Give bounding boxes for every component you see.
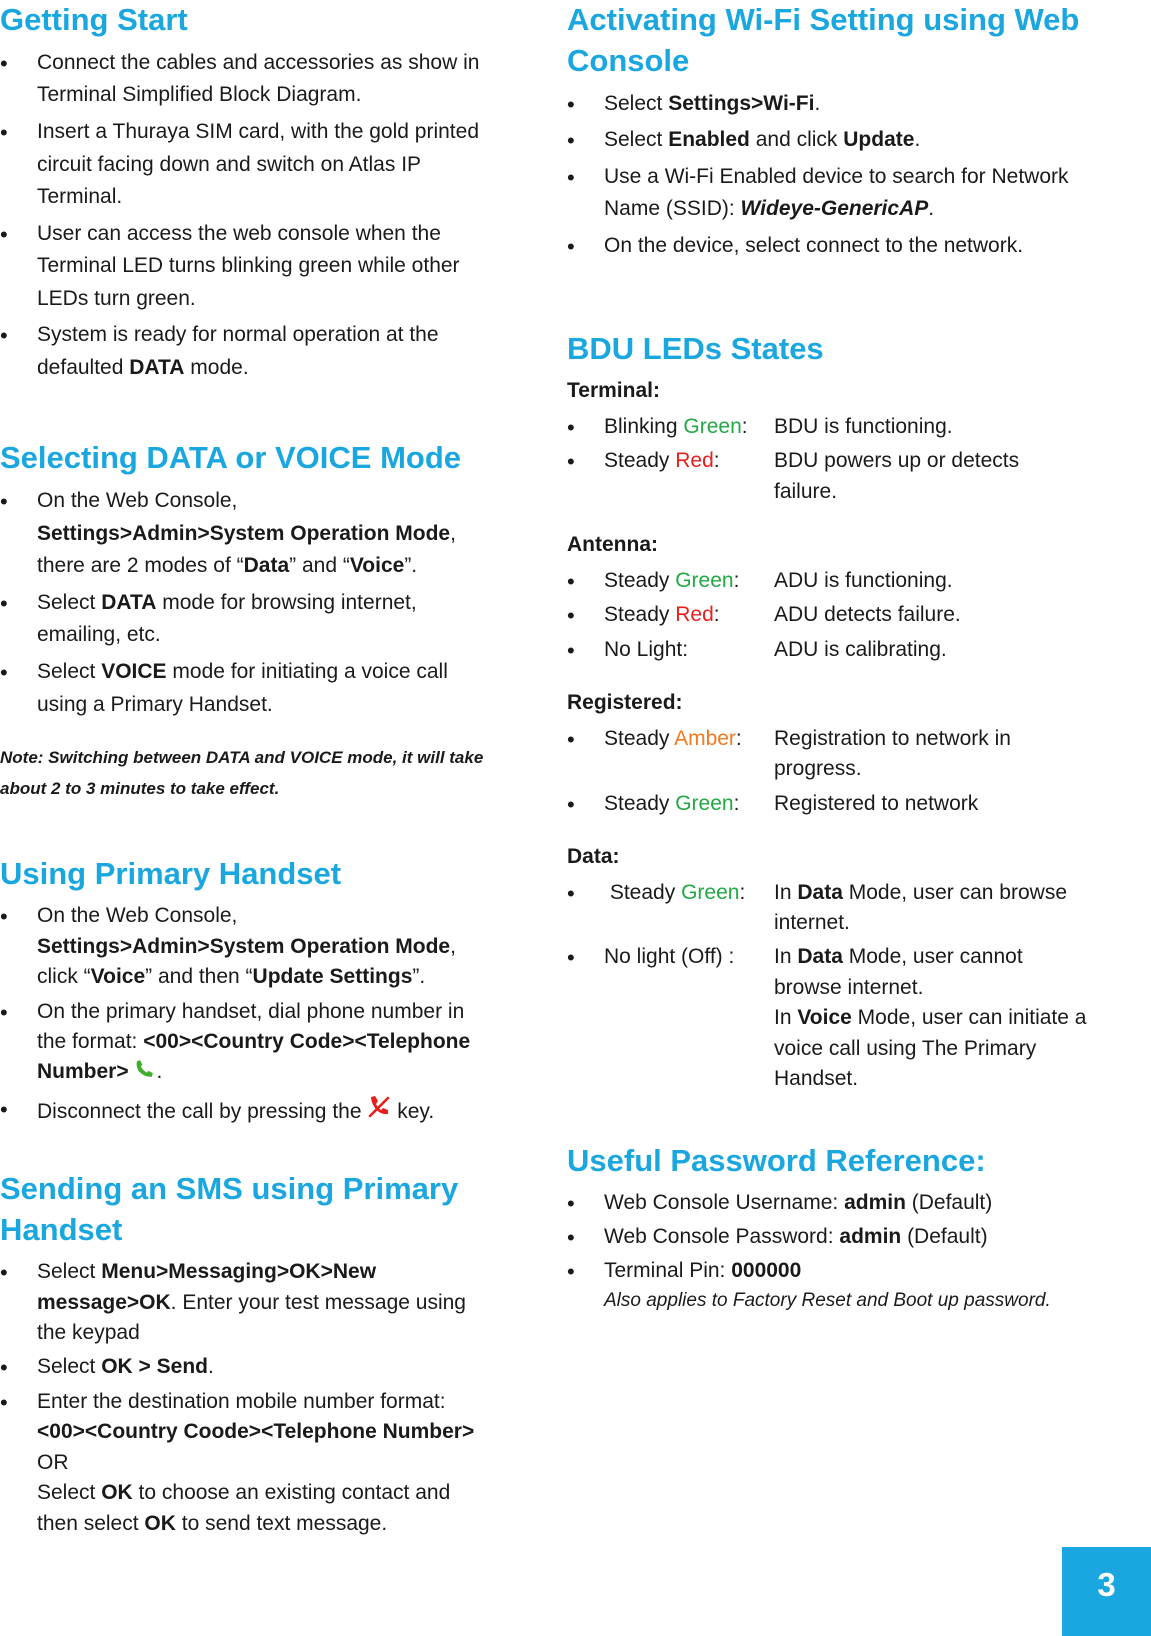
sms-list (0, 1257, 490, 1539)
dial-format: <00><Country Code><Telephone Number> (37, 1029, 471, 1084)
list-item (567, 161, 1087, 226)
text: Select (604, 128, 669, 152)
list-item: • Connect the cables and accessories as show in Terminal Simplified Block Diagram. (0, 47, 490, 112)
list-item (567, 124, 1087, 157)
led-state: • Blinking Green: (604, 415, 748, 438)
number-format: <00><Country Coode><Telephone Number> (37, 1420, 475, 1444)
text: On the Web Console, (37, 489, 238, 513)
username-value: admin (844, 1190, 906, 1214)
selecting-mode-list (0, 485, 490, 721)
list-item (0, 1352, 490, 1382)
page-number: 3 (1062, 1547, 1151, 1636)
led-row (567, 566, 1087, 596)
data-mode-label: DATA (129, 355, 185, 379)
led-description: BDU powers up or detects failure. (774, 449, 1020, 503)
password-value: admin (839, 1224, 902, 1248)
led-description: ADU is calibrating. (774, 637, 947, 661)
voice-label: VOICE (101, 660, 167, 684)
list-item (0, 319, 490, 384)
led-state: • No Light: (604, 637, 689, 661)
text: . (914, 128, 921, 152)
led-row (567, 789, 1087, 819)
text: Select (604, 91, 669, 115)
list-item (0, 587, 490, 652)
list-item: • Terminal Pin: 000000 Also applies to Factory Reset and Boot up password. (567, 1256, 1087, 1314)
text: ” and then “ (145, 965, 253, 989)
led-state: • Steady Green: (604, 568, 740, 592)
password-heading: Useful Password Reference: (567, 1142, 986, 1178)
led-description: In Data Mode, user cannot browse internet. In Voice Mode, user can initiate a voice call using The Primary Handset. (774, 945, 1087, 1091)
or-label: OR (37, 1450, 69, 1474)
list-item (0, 901, 490, 992)
getting-start-heading: Getting Start (0, 2, 188, 37)
led-row (567, 412, 1087, 442)
list-item: • Insert a Thuraya SIM card, with the gold printed circuit facing down and switch on Atlas IP Terminal. (0, 116, 490, 214)
text: and click (749, 128, 844, 152)
led-row (567, 635, 1087, 665)
bdu-heading: BDU LEDs States (567, 330, 824, 366)
registered-led-group (567, 687, 1087, 819)
pin-value: 000000 (731, 1259, 802, 1283)
update-settings-label: Update Settings (252, 965, 413, 989)
text: Select (37, 1355, 102, 1379)
text: Disconnect the call by pressing the (37, 1099, 362, 1123)
text: System is ready for normal operation at the defaulted (37, 323, 439, 379)
menu-path: OK > Send (101, 1355, 208, 1379)
update-label: Update (843, 128, 915, 152)
antenna-led-group (567, 529, 1087, 665)
text: Select (37, 590, 102, 614)
led-row (567, 724, 1087, 785)
led-row (567, 942, 1087, 1094)
text: to choose an existing contact and then select (37, 1481, 451, 1535)
list-item (0, 485, 490, 583)
voice-label: Voice (349, 554, 405, 578)
ssid-value: Wideye-GenericAP (740, 197, 929, 221)
text: mode. (184, 355, 249, 379)
led-state: • Steady Amber: (604, 726, 742, 750)
text: Use a Wi-Fi Enabled device to search for Network Name (SSID): (604, 164, 1069, 221)
led-state: • Steady Red: (604, 603, 720, 627)
list-item: • On the device, select connect to the network. (567, 230, 1087, 263)
led-description: ADU is functioning. (774, 568, 953, 592)
primary-handset-heading: Using Primary Handset (0, 856, 342, 892)
data-label: Data (243, 554, 290, 578)
text: . Enter your test message using the keypad (37, 1290, 466, 1344)
led-row (567, 600, 1087, 630)
text: On the Web Console, (37, 904, 238, 928)
text: ”. (404, 554, 418, 578)
text: . (156, 1060, 163, 1084)
list-item (0, 1257, 490, 1348)
text: , click “ (37, 934, 456, 989)
text: mode for initiating a voice call using a Primary Handset. (37, 660, 448, 716)
list-item (0, 1387, 490, 1539)
sms-heading: Sending an SMS using Primary Handset (0, 1171, 459, 1248)
led-description: In Data Mode, user can browse internet. (774, 880, 1067, 935)
led-description: Registered to network (774, 791, 979, 815)
call-icon (134, 1058, 156, 1089)
ok-label: OK (144, 1511, 176, 1535)
text: . (814, 91, 821, 115)
wifi-list (567, 88, 1087, 263)
primary-handset-list (0, 901, 490, 1129)
text: Select (37, 1481, 102, 1505)
password-list (567, 1188, 1087, 1315)
text: . (207, 1355, 214, 1379)
right-column (567, 0, 1087, 1318)
text: , there are 2 modes of “ (37, 521, 456, 578)
led-description: BDU is functioning. (774, 415, 953, 438)
list-item: • Web Console Username: admin (Default) (567, 1188, 1087, 1218)
list-item: • User can access the web console when the Terminal LED turns blinking green while other LEDs turn green. (0, 218, 490, 316)
text: Select (37, 660, 102, 684)
data-led-group (567, 841, 1087, 1095)
led-state: • Steady Green: (604, 791, 740, 815)
text: Enter the destination mobile number format: (37, 1389, 446, 1413)
text: Select (37, 1260, 102, 1284)
list-item (0, 997, 490, 1090)
registered-label: Registered: (567, 691, 683, 715)
terminal-led-group (567, 375, 1087, 507)
data-label: Data: (567, 845, 620, 869)
menu-path: Settings>Admin>System Operation Mode (37, 521, 451, 545)
text: ”. (412, 965, 426, 989)
led-description: Registration to network in progress. (774, 726, 1011, 781)
terminal-label: Terminal: (567, 379, 660, 403)
ok-label: OK (101, 1481, 133, 1505)
text: ” and “ (289, 554, 350, 578)
text: mode for browsing internet, emailing, etc. (37, 590, 417, 647)
text: . (928, 197, 935, 221)
wifi-heading: Activating Wi-Fi Setting using Web Console (567, 2, 1080, 78)
left-column (0, 0, 490, 1543)
list-item: • Web Console Password: admin (Default) (567, 1222, 1087, 1252)
led-row (567, 446, 1087, 507)
led-state: • Steady Green: (609, 880, 746, 904)
getting-start-list (0, 47, 490, 384)
antenna-label: Antenna: (567, 533, 658, 557)
led-state: • No light (Off) : (604, 945, 735, 969)
led-state: • Steady Red: (604, 449, 720, 473)
voice-label: Voice (90, 965, 146, 989)
menu-path: Settings>Admin>System Operation Mode (37, 934, 451, 958)
led-row (567, 878, 1087, 939)
list-item (0, 1094, 490, 1129)
menu-path: Settings>Wi-Fi (668, 91, 815, 115)
text: key. (397, 1099, 435, 1123)
led-description: ADU detects failure. (774, 603, 961, 627)
list-item (567, 88, 1087, 121)
text: to send text message. (175, 1511, 388, 1535)
pin-note: Also applies to Factory Reset and Boot up password. (604, 1289, 1051, 1311)
hang-up-icon (367, 1094, 391, 1129)
text: On the primary handset, dial phone number in the format: (37, 999, 465, 1053)
selecting-mode-heading: Selecting DATA or VOICE Mode (0, 440, 462, 476)
enabled-label: Enabled (668, 128, 750, 152)
mode-switch-note: Note: Switching between DATA and VOICE mode, it will take about 2 to 3 minutes to take effect. (0, 748, 484, 798)
data-label: DATA (101, 590, 157, 614)
list-item (0, 656, 490, 721)
menu-path: Menu>Messaging>OK>New message>OK (37, 1260, 377, 1314)
